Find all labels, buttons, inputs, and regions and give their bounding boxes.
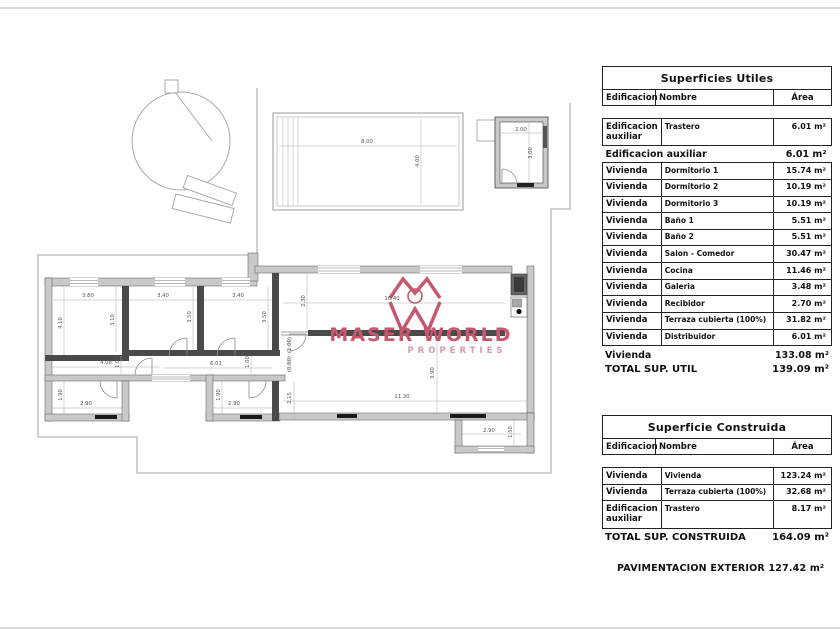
col-nombre: Nombre xyxy=(655,90,773,105)
cell-edificacion: Vivienda xyxy=(603,263,662,280)
table-body xyxy=(602,467,832,529)
cell-edificacion: Vivienda xyxy=(603,329,662,346)
dim-label: 1.90 xyxy=(216,389,222,401)
utility-fixture xyxy=(511,297,527,317)
dim-label: 2.15 xyxy=(287,392,293,404)
total-label: Vivienda xyxy=(605,349,652,361)
total-label: TOTAL SUP. CONSTRUIDA xyxy=(605,532,746,543)
table-row xyxy=(603,119,832,146)
table-superficie-construida xyxy=(602,415,832,544)
dim-label: 11.30 xyxy=(394,394,410,400)
dim-label: 4.00 xyxy=(415,155,421,167)
cell-nombre: Recibidor xyxy=(661,296,773,313)
cell-edificacion: Vivienda xyxy=(603,213,662,230)
dim-label: 2.90 xyxy=(80,401,92,407)
cell-area: 32.68 m² xyxy=(774,484,832,501)
dim-label: 1.00 xyxy=(115,356,121,368)
cell-nombre: Salon - Comedor xyxy=(661,246,773,263)
table-row xyxy=(603,229,832,246)
table-row xyxy=(603,279,832,296)
table-row xyxy=(603,296,832,313)
cell-edificacion: Vivienda xyxy=(603,468,662,485)
table-row xyxy=(603,501,832,528)
watermark xyxy=(329,279,512,356)
column-headers xyxy=(603,439,831,454)
round-pool xyxy=(132,92,230,190)
dim-label: (1.00) xyxy=(287,337,293,353)
col-area: Área xyxy=(773,439,831,454)
dim-label: 3.40 xyxy=(232,293,244,299)
table-row xyxy=(603,329,832,346)
cell-area: 5.51 m² xyxy=(774,213,832,230)
col-nombre: Nombre xyxy=(655,439,773,454)
table-title: Superficies Utiles xyxy=(603,67,831,90)
table-body xyxy=(602,118,832,346)
cell-edificacion: Vivienda xyxy=(603,229,662,246)
watermark-subtext: PROPERTIES xyxy=(407,346,507,356)
cell-area: 10.19 m² xyxy=(774,196,832,213)
dim-label: 3.50 xyxy=(262,311,268,323)
table-row xyxy=(603,468,832,485)
dim-label: 1.50 xyxy=(508,426,514,438)
cell-edificacion: Edificacion auxiliar xyxy=(603,119,662,146)
table-superficies-utiles xyxy=(602,66,832,376)
dim-label: 4.10 xyxy=(58,317,64,329)
table-title: Superficie Construida xyxy=(603,416,831,439)
cell-nombre: Dormitorio 3 xyxy=(661,196,773,213)
dim-label: 6.01 xyxy=(210,361,222,367)
dim-label: 3.50 xyxy=(187,311,193,323)
dim-label: (0.80) xyxy=(287,356,293,372)
watermark-text: MASER WORLD xyxy=(329,324,513,346)
dim-label: 8.00 xyxy=(361,139,373,145)
cell-area: 30.47 m² xyxy=(774,246,832,263)
cell-nombre: Trastero xyxy=(661,501,773,528)
total-label: TOTAL SUP. UTIL xyxy=(605,364,698,376)
table-header xyxy=(602,415,832,455)
cell-edificacion: Edificacion auxiliar xyxy=(603,501,662,528)
table-row xyxy=(603,246,832,263)
cell-edificacion: Vivienda xyxy=(603,246,662,263)
col-edificacion: Edificacion xyxy=(606,442,658,452)
cell-area: 11.46 m² xyxy=(774,263,832,280)
table-row xyxy=(603,263,832,280)
round-structure xyxy=(132,80,236,223)
dim-label: 2.30 xyxy=(301,295,307,307)
table-header xyxy=(602,66,832,106)
col-edificacion: Edificacion xyxy=(606,93,658,103)
table-row xyxy=(603,163,832,180)
total-value: 133.08 m² xyxy=(774,349,829,361)
dim-label: 3.10 xyxy=(110,314,116,326)
cell-nombre: Cocina xyxy=(661,263,773,280)
cell-edificacion: Vivienda xyxy=(603,163,662,180)
cell-area: 31.82 m² xyxy=(774,312,832,329)
wall-dark xyxy=(543,126,547,148)
cell-nombre: Baño 2 xyxy=(661,229,773,246)
dim-label: 3.40 xyxy=(157,293,169,299)
cell-edificacion: Vivienda xyxy=(603,179,662,196)
cell-nombre: Galeria xyxy=(661,279,773,296)
dim-label: 3.00 xyxy=(528,147,534,159)
dim-label: 3.80 xyxy=(82,293,94,299)
table-row xyxy=(603,179,832,196)
subtotal-row xyxy=(603,146,832,163)
dim-label: 2.90 xyxy=(228,401,240,407)
dim-label: 3.90 xyxy=(430,367,436,379)
dim-label: 1.90 xyxy=(58,389,64,401)
dim-label: 1.00 xyxy=(245,356,251,368)
dim-label: 4.08 xyxy=(100,360,112,366)
table-row xyxy=(603,312,832,329)
cell-area: 3.48 m² xyxy=(774,279,832,296)
pavimentacion-note: PAVIMENTACION EXTERIOR 127.42 m² xyxy=(617,563,825,574)
pool xyxy=(273,113,463,210)
cell-edificacion: Vivienda xyxy=(603,279,662,296)
cell-area: 6.01 m² xyxy=(774,119,832,146)
cell-nombre: Baño 1 xyxy=(661,213,773,230)
cell-nombre: Terraza cubierta (100%) xyxy=(661,312,773,329)
subtotal-label: Edificacion auxiliar xyxy=(603,146,774,163)
table-row xyxy=(603,484,832,501)
cell-nombre: Dormitorio 2 xyxy=(661,179,773,196)
cell-nombre: Vivienda xyxy=(661,468,773,485)
column-headers xyxy=(603,90,831,105)
cell-nombre: Trastero xyxy=(661,119,773,146)
cell-area: 10.19 m² xyxy=(774,179,832,196)
window-bar xyxy=(517,183,534,187)
cell-nombre: Distribuidor xyxy=(661,329,773,346)
cell-area: 2.70 m² xyxy=(774,296,832,313)
cell-edificacion: Vivienda xyxy=(603,484,662,501)
total-row xyxy=(602,347,832,362)
table-row xyxy=(603,213,832,230)
subtotal-area: 6.01 m² xyxy=(774,146,832,163)
col-area: Área xyxy=(773,90,831,105)
table-totals xyxy=(602,347,832,376)
cell-nombre: Dormitorio 1 xyxy=(661,163,773,180)
total-value: 164.09 m² xyxy=(772,532,829,543)
table-row xyxy=(603,196,832,213)
dim-label: 10.40 xyxy=(384,296,400,302)
storage-pad xyxy=(477,120,496,141)
cell-edificacion: Vivienda xyxy=(603,296,662,313)
dim-label: 2.90 xyxy=(483,428,495,434)
cell-area: 5.51 m² xyxy=(774,229,832,246)
storage-room xyxy=(477,117,548,188)
cell-area: 6.01 m² xyxy=(774,329,832,346)
table-totals xyxy=(602,530,832,545)
cell-nombre: Terraza cubierta (100%) xyxy=(661,484,773,501)
total-row xyxy=(602,362,832,377)
cell-area: 8.17 m² xyxy=(774,501,832,528)
fireplace xyxy=(511,274,527,295)
dim-label: 2.00 xyxy=(515,127,527,133)
cell-area: 15.74 m² xyxy=(774,163,832,180)
total-value: 139.09 m² xyxy=(772,364,829,376)
cell-edificacion: Vivienda xyxy=(603,196,662,213)
total-row xyxy=(602,530,832,545)
cell-area: 123.24 m² xyxy=(774,468,832,485)
cell-edificacion: Vivienda xyxy=(603,312,662,329)
pool-ladder xyxy=(165,80,178,93)
